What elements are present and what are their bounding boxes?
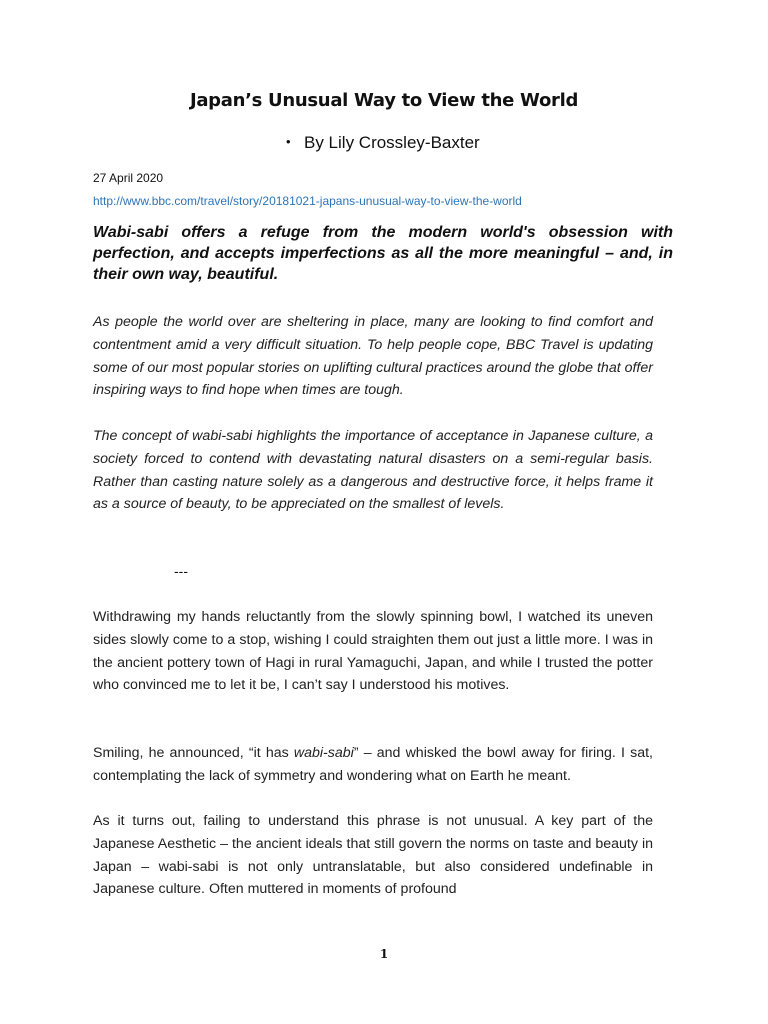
standfirst: Wabi-sabi offers a refuge from the modern world's obsession with perfection, and accepts imperfections as all the more meaningful – and, in their own way, beautiful.: [93, 224, 673, 283]
body-text: Smiling, he announced, “it has: [93, 745, 294, 761]
body-paragraph: Withdrawing my hands reluctantly from the slowly spinning bowl, I watched its uneven sides slowly come to a stop, wishing I could straighten them out just a little more. I was in the ancient pottery town of Hagi in rural Yamaguchi, Japan, and while I trusted the potter who convinced me to let it be, I can’t say I understood his motives.: [93, 609, 653, 694]
body-paragraph: As it turns out, failing to understand this phrase is not unusual. A key part of the Japanese Aesthetic – the ancient ideals that still govern the norms on taste and beauty in Japan – wabi-sabi is not only untranslatable, but also considered undefinable in Japanese culture. Often muttered in moments of profound: [93, 813, 653, 898]
section-separator: ---: [174, 563, 188, 579]
source-url-link[interactable]: http://www.bbc.com/travel/story/20181021-japans-unusual-way-to-view-the-world: [93, 194, 522, 208]
intro-paragraph: The concept of wabi-sabi highlights the importance of acceptance in Japanese culture, a society forced to contend with devastating natural disasters on a semi-regular basis. Rather than casting nature solely as a dangerous and destructive force, it helps frame it as a source of beauty, to be appreciated on the smallest of levels.: [93, 428, 653, 513]
bullet-icon: •: [286, 134, 291, 149]
page-number: 1: [379, 947, 389, 961]
body-text: ” – and whisked the bowl away for firing. I sat, contemplating the lack of symmetry and wondering what on Earth he meant.: [93, 745, 653, 784]
publish-date: 27 April 2020: [93, 171, 164, 185]
intro-paragraph: As people the world over are sheltering in place, many are looking to find comfort and contentment amid a very difficult situation. To help people cope, BBC Travel is updating some of our most popular stories on uplifting cultural practices around the globe that offer inspiring ways to find hope when times are tough.: [93, 314, 653, 399]
article-title: Japan’s Unusual Way to View the World: [189, 90, 579, 111]
body-paragraph: [93, 742, 653, 788]
byline: [286, 133, 480, 153]
author-name: By Lily Crossley-Baxter: [304, 133, 480, 152]
emphasis-wabi-sabi: wabi-sabi: [293, 745, 354, 761]
